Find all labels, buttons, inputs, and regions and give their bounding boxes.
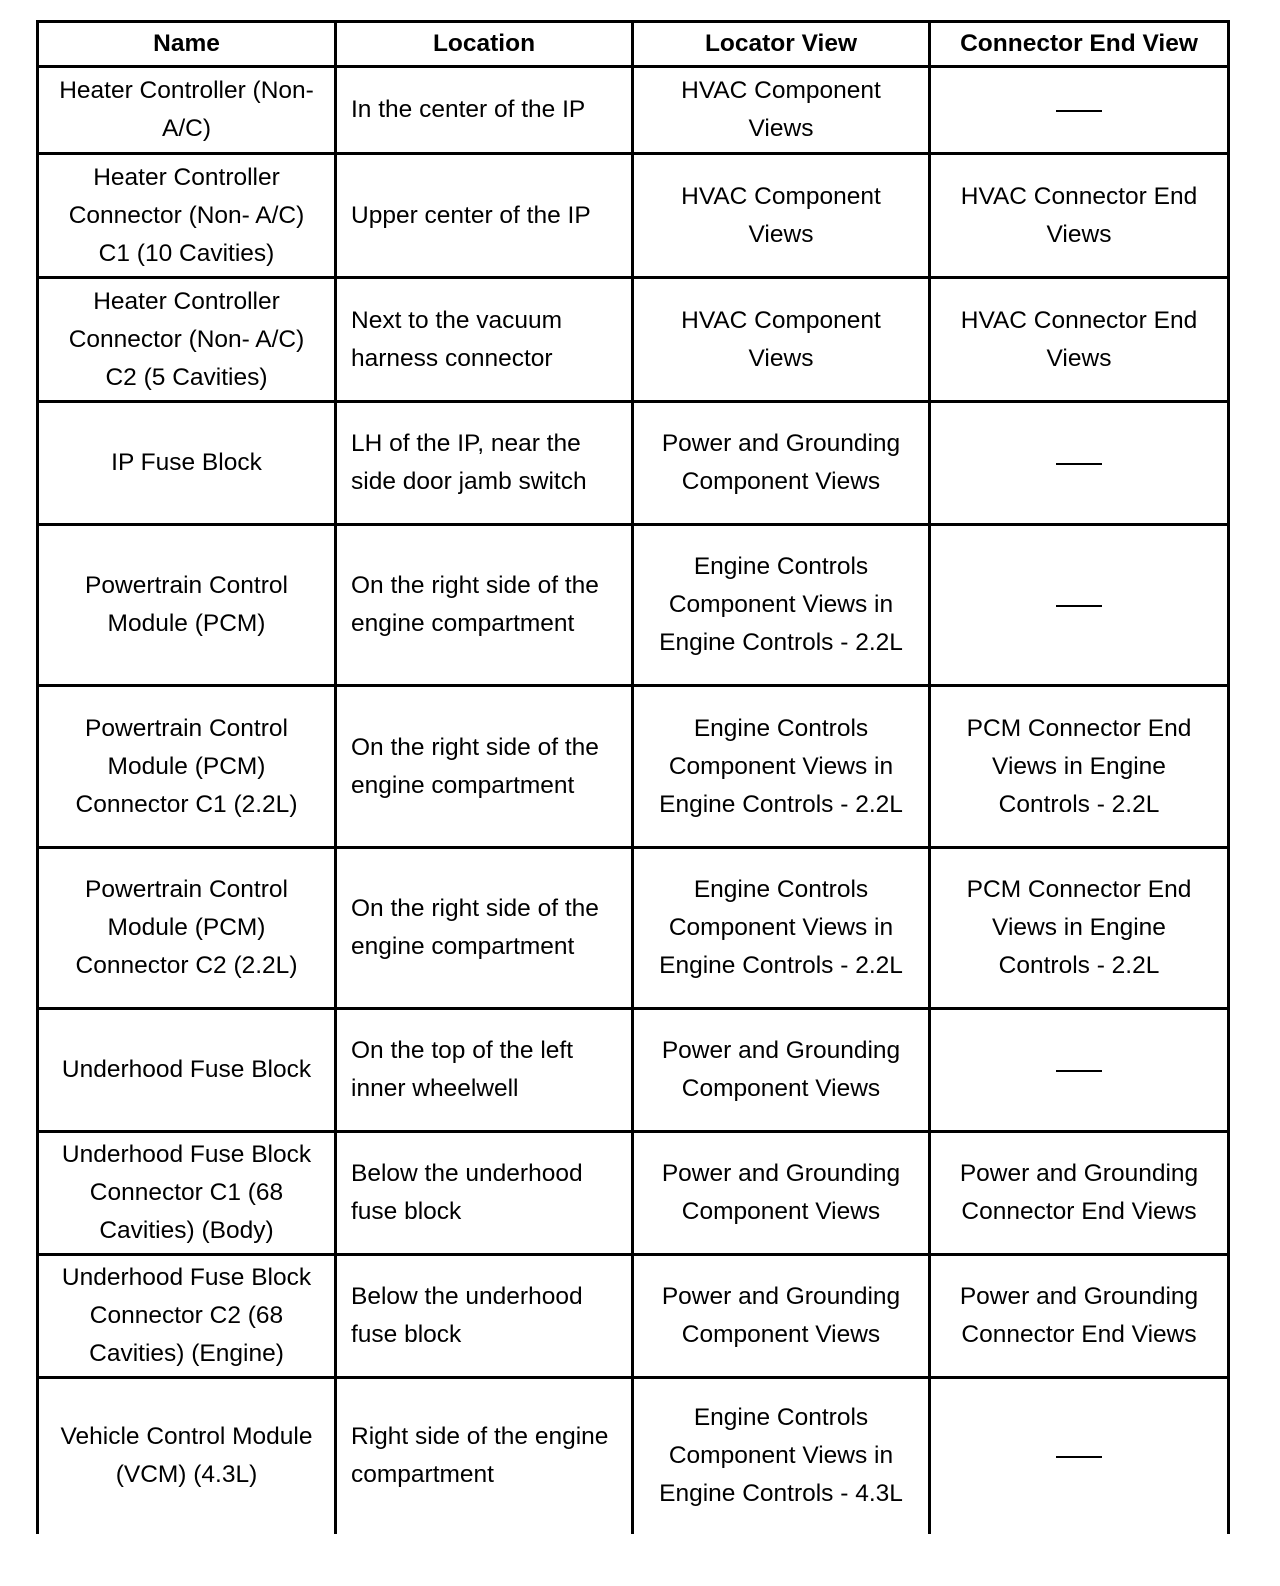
table-row [38,278,1229,402]
cell-location: Next to the vacuum harness connector [336,278,633,402]
cell-location: On the right side of the engine compartment [336,525,633,686]
header-location: Location [336,22,633,67]
cell-name: Heater Controller Connector (Non- A/C) C1 (10 Cavities) [38,154,336,278]
cell-name: Underhood Fuse Block [38,1009,336,1132]
table-row [38,402,1229,525]
header-name: Name [38,22,336,67]
cell-locator: Engine Controls Component Views in Engine Controls - 2.2L [633,686,930,848]
cell-name: Underhood Fuse Block Connector C2 (68 Cavities) (Engine) [38,1255,336,1378]
cell-name: Powertrain Control Module (PCM) Connector C2 (2.2L) [38,848,336,1009]
cell-locator: HVAC Component Views [633,278,930,402]
cell-name: Underhood Fuse Block Connector C1 (68 Cavities) (Body) [38,1132,336,1255]
cell-location: Below the underhood fuse block [336,1255,633,1378]
empty-dash [1056,605,1102,607]
table-row [38,1132,1229,1255]
cell-locator: Power and Grounding Component Views [633,1009,930,1132]
cell-connector: HVAC Connector End Views [930,154,1229,278]
cell-location: Below the underhood fuse block [336,1132,633,1255]
table-row [38,154,1229,278]
cell-connector [930,402,1229,525]
cell-locator: Power and Grounding Component Views [633,402,930,525]
table-row [38,525,1229,686]
cell-locator: Engine Controls Component Views in Engine Controls - 2.2L [633,848,930,1009]
cell-locator: Power and Grounding Component Views [633,1132,930,1255]
cell-locator: Engine Controls Component Views in Engine Controls - 4.3L [633,1378,930,1534]
cell-connector: PCM Connector End Views in Engine Controls - 2.2L [930,686,1229,848]
table-row [38,67,1229,154]
cell-connector: HVAC Connector End Views [930,278,1229,402]
cell-connector [930,1378,1229,1534]
header-locator-view: Locator View [633,22,930,67]
cell-location: On the right side of the engine compartment [336,848,633,1009]
cell-location: On the right side of the engine compartment [336,686,633,848]
empty-dash [1056,110,1102,112]
cell-name: Heater Controller Connector (Non- A/C) C2 (5 Cavities) [38,278,336,402]
cell-location: In the center of the IP [336,67,633,154]
cell-connector [930,67,1229,154]
cell-connector [930,1009,1229,1132]
header-connector-end-view: Connector End View [930,22,1229,67]
cell-name: Vehicle Control Module (VCM) (4.3L) [38,1378,336,1534]
cell-location: On the top of the left inner wheelwell [336,1009,633,1132]
table-row [38,1255,1229,1378]
cell-connector: Power and Grounding Connector End Views [930,1132,1229,1255]
cell-locator: HVAC Component Views [633,154,930,278]
cell-location: Right side of the engine compartment [336,1378,633,1534]
cell-name: Powertrain Control Module (PCM) Connector C1 (2.2L) [38,686,336,848]
cell-connector: PCM Connector End Views in Engine Controls - 2.2L [930,848,1229,1009]
cell-connector [930,525,1229,686]
table-row [38,1378,1229,1534]
cell-locator: Power and Grounding Component Views [633,1255,930,1378]
component-locator-table [36,20,1230,1534]
cell-connector: Power and Grounding Connector End Views [930,1255,1229,1378]
cell-location: LH of the IP, near the side door jamb switch [336,402,633,525]
empty-dash [1056,463,1102,465]
cell-name: Powertrain Control Module (PCM) [38,525,336,686]
header-row [38,22,1229,67]
cell-name: IP Fuse Block [38,402,336,525]
empty-dash [1056,1456,1102,1458]
cell-locator: Engine Controls Component Views in Engine Controls - 2.2L [633,525,930,686]
cell-locator: HVAC Component Views [633,67,930,154]
table-row [38,686,1229,848]
empty-dash [1056,1070,1102,1072]
cell-location: Upper center of the IP [336,154,633,278]
cell-name: Heater Controller (Non-A/C) [38,67,336,154]
table-row [38,1009,1229,1132]
table-row [38,848,1229,1009]
